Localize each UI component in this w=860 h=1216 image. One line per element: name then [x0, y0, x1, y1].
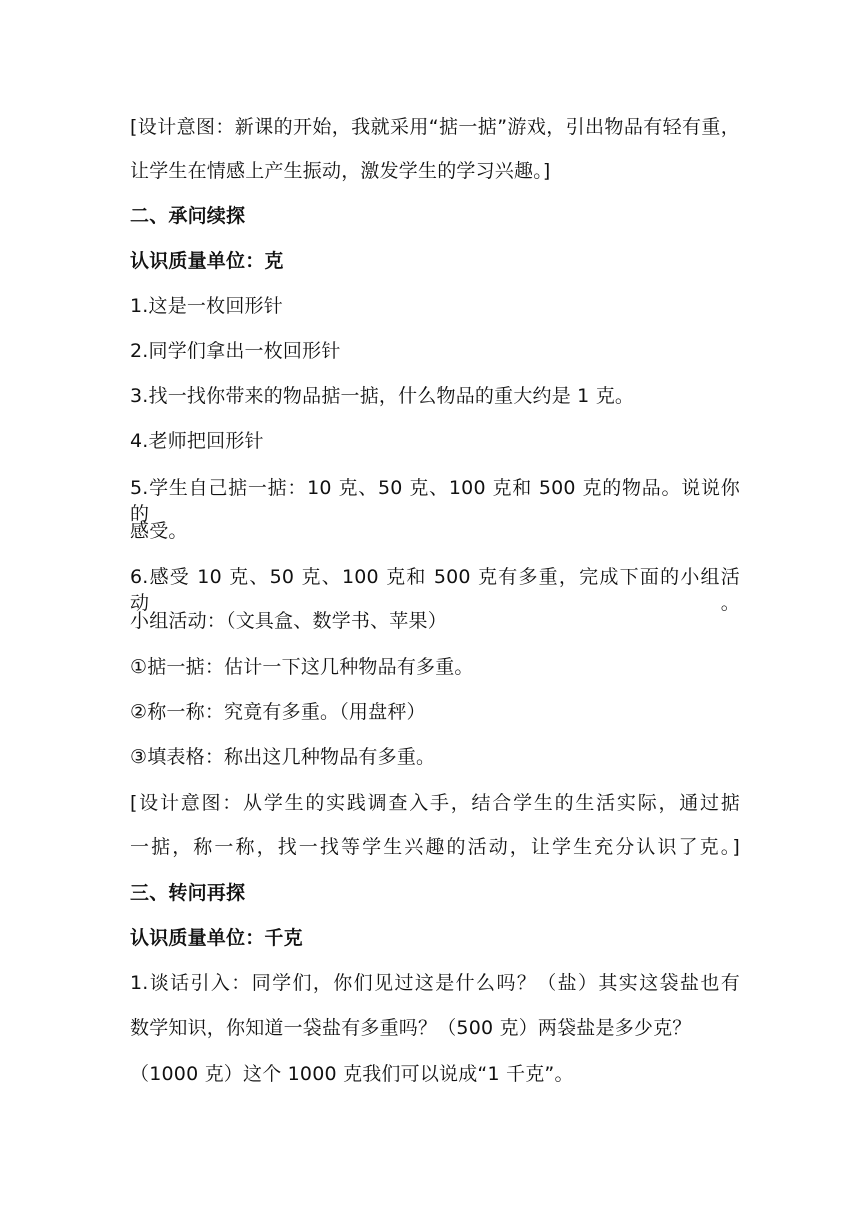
step-5-line-1: 5.学生自己掂一掂：10 克、50 克、100 克和 500 克的物品。说说你的: [130, 477, 740, 525]
design-intent-2-line-1: [设计意图：从学生的实践调查入手，结合学生的生活实际，通过掂: [130, 792, 740, 814]
design-intent-1-line-1: [设计意图：新课的开始，我就采用“掂一掂”游戏，引出物品有轻有重，: [130, 116, 740, 138]
group-activity: 小组活动：（文具盒、数学书、苹果）: [130, 610, 447, 632]
section-heading-3: 三、转问再探: [130, 882, 246, 904]
section-heading-2: 二、承问续探: [130, 205, 246, 227]
step-2: 2.同学们拿出一枚回形针: [130, 340, 341, 362]
design-intent-2-line-2: 一掂，称一称，找一找等学生兴趣的活动，让学生充分认识了克。]: [130, 836, 740, 858]
step-1: 1.这是一枚回形针: [130, 295, 283, 317]
subheading-gram: 认识质量单位：克: [130, 250, 284, 272]
talk-intro-line-2: 数学知识，你知道一袋盐有多重吗？（500 克）两袋盐是多少克？: [130, 1017, 692, 1039]
activity-item-2: ②称一称：究竟有多重。（用盘秤）: [130, 701, 426, 723]
step-6: 6.感受 10 克、50 克、100 克和 500 克有多重，完成下面的小组活动。: [130, 566, 740, 614]
subheading-kilogram: 认识质量单位：千克: [130, 927, 303, 949]
design-intent-1-line-2: 让学生在情感上产生振动，激发学生的学习兴趣。]: [130, 160, 551, 182]
activity-item-3: ③填表格：称出这几种物品有多重。: [130, 746, 436, 768]
talk-intro-line-1: 1.谈话引入：同学们，你们见过这是什么吗？（盐）其实这袋盐也有: [130, 972, 740, 994]
step-4: 4.老师把回形针: [130, 430, 264, 452]
talk-intro-line-3: （1000 克）这个 1000 克我们可以说成“1 千克”。: [130, 1063, 574, 1085]
activity-item-1: ①掂一掂：估计一下这几种物品有多重。: [130, 656, 474, 678]
step-5-line-2: 感受。: [130, 520, 188, 542]
step-3: 3.找一找你带来的物品掂一掂，什么物品的重大约是 1 克。: [130, 385, 635, 407]
